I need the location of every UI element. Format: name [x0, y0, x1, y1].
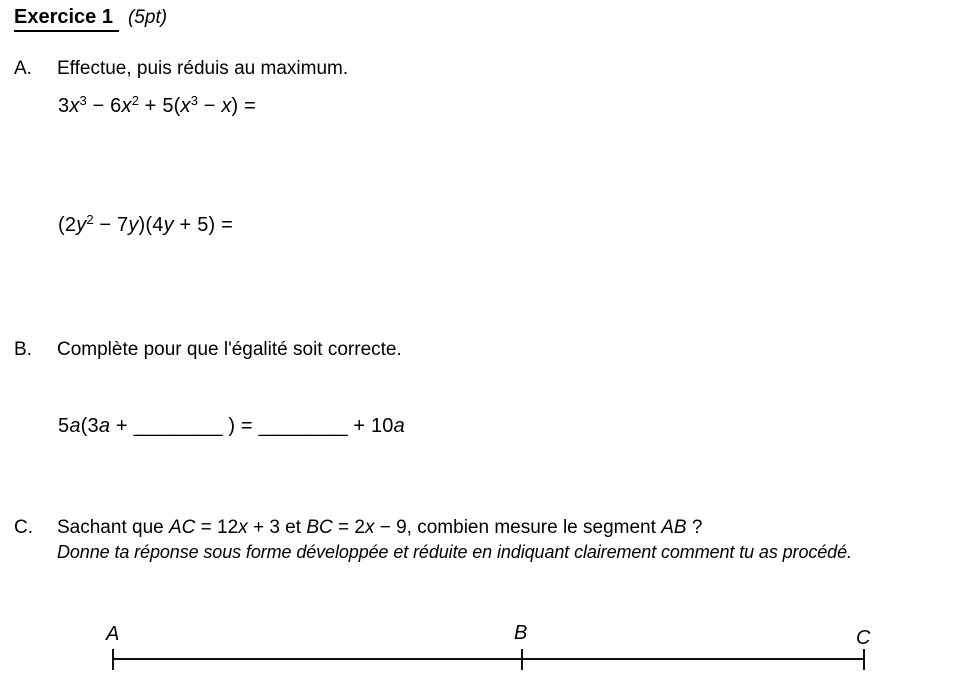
math-var: y	[76, 214, 87, 236]
text-run: = 2	[332, 517, 365, 538]
math-run: (3	[80, 415, 99, 437]
math-exponent: 3	[190, 93, 198, 108]
math-var: x	[69, 95, 80, 117]
math-var: AC	[168, 517, 196, 538]
math-var: y	[128, 214, 139, 236]
point-label-a: A	[106, 623, 120, 645]
section-b-label: B.	[14, 339, 32, 360]
expression-a1	[58, 95, 256, 118]
math-run: )(4	[138, 214, 164, 236]
section-c-note: Donne ta réponse sous forme développée et réduite en indiquant clairement comment tu as procédé.	[57, 542, 852, 562]
math-var: x	[221, 95, 232, 117]
section-a-instruction: Effectue, puis réduis au maximum.	[57, 58, 349, 79]
math-run: ) =	[231, 95, 257, 117]
section-a-label: A.	[14, 58, 32, 79]
math-run: ) =	[222, 415, 259, 437]
expression-b	[58, 415, 405, 438]
math-var: x	[364, 517, 375, 538]
text-run: + 3 et	[247, 517, 307, 538]
math-run: − 6	[86, 95, 122, 117]
math-run: −	[197, 95, 222, 117]
answer-blank-1: ________	[133, 415, 223, 437]
point-label-b: B	[514, 622, 528, 644]
tick-a	[112, 649, 114, 670]
exercise-title: Exercice 1	[14, 6, 119, 32]
math-exponent: 3	[79, 93, 87, 108]
math-run: + 10	[347, 415, 394, 437]
math-run: − 7	[93, 214, 129, 236]
math-var: a	[98, 415, 111, 437]
math-run: + 5(	[138, 95, 181, 117]
math-var: x	[121, 95, 132, 117]
tick-c	[863, 649, 865, 670]
section-c-question	[14, 515, 852, 540]
math-var: y	[163, 214, 174, 236]
exercise-points: (5pt)	[127, 7, 168, 28]
point-label-c: C	[856, 627, 871, 649]
text-run: ?	[686, 517, 703, 538]
answer-blank-2: ________	[258, 415, 348, 437]
section-c	[14, 515, 852, 565]
math-var: x	[238, 517, 248, 538]
math-var: x	[180, 95, 191, 117]
math-run: (2	[58, 214, 77, 236]
math-run: +	[110, 415, 134, 437]
text-run: − 9, combien mesure le segment	[374, 517, 662, 538]
section-b-instruction: Complète pour que l'égalité soit correcte.	[57, 339, 402, 360]
tick-b	[521, 649, 523, 670]
math-run: 3	[58, 95, 70, 117]
section-a-heading	[14, 57, 348, 80]
segment-line	[113, 658, 865, 660]
text-run: Sachant que	[57, 517, 169, 538]
text-run: = 12	[195, 517, 239, 538]
math-var: a	[69, 415, 81, 437]
math-var: BC	[306, 517, 333, 538]
exercise-header	[14, 6, 167, 32]
math-var: AB	[661, 517, 687, 538]
math-run: + 5) =	[173, 214, 234, 236]
section-b-heading	[14, 338, 402, 361]
expression-a2	[58, 214, 233, 237]
section-c-label: C.	[14, 517, 33, 538]
math-run: 5	[58, 415, 70, 437]
math-exponent: 2	[86, 212, 94, 227]
math-var: a	[393, 415, 405, 437]
math-exponent: 2	[131, 93, 139, 108]
